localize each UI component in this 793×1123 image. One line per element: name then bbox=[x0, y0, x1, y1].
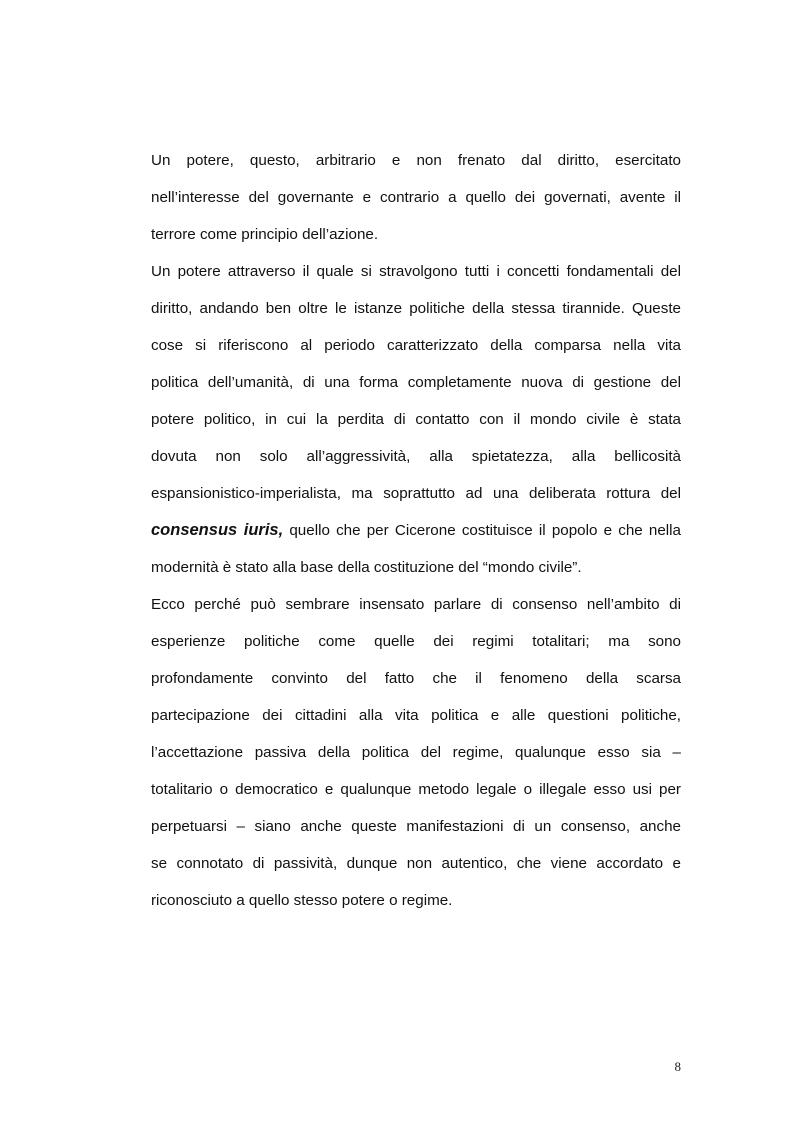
text-line: modernità è stato alla base della costituzione del “mondo civile”. bbox=[151, 559, 582, 576]
text-line: l’accettazione passiva della politica del regime, qualunque esso sia – bbox=[151, 744, 681, 761]
text-line: diritto, andando ben oltre le istanze politiche della stessa tirannide. Queste bbox=[151, 300, 681, 317]
text-line: politica dell’umanità, di una forma completamente nuova di gestione del bbox=[151, 374, 681, 391]
text-line: espansionistico-imperialista, ma soprattutto ad una deliberata rottura del bbox=[151, 485, 681, 502]
text-line: perpetuarsi – siano anche queste manifestazioni di un consenso, anche bbox=[151, 818, 681, 835]
page-number: 8 bbox=[674, 1059, 681, 1074]
text-line: profondamente convinto del fatto che il fenomeno della scarsa bbox=[151, 670, 681, 687]
text-line: Ecco perché può sembrare insensato parlare di consenso nell’ambito di bbox=[151, 596, 681, 613]
text-fragment: quello che per Cicerone costituisce il popolo e che nella bbox=[283, 522, 681, 539]
text-line: nell’interesse del governante e contrario a quello dei governati, avente il bbox=[151, 189, 681, 206]
text-line: potere politico, in cui la perdita di contatto con il mondo civile è stata bbox=[151, 411, 681, 428]
text-line: Un potere attraverso il quale si stravolgono tutti i concetti fondamentali del bbox=[151, 263, 681, 280]
text-line: dovuta non solo all’aggressività, alla spietatezza, alla bellicosità bbox=[151, 448, 681, 465]
emphasized-term: consensus iuris, bbox=[151, 521, 284, 539]
text-line: esperienze politiche come quelle dei regimi totalitari; ma sono bbox=[151, 633, 681, 650]
body-text bbox=[151, 142, 681, 919]
text-line: cose si riferiscono al periodo caratterizzato della comparsa nella vita bbox=[151, 337, 681, 354]
text-line: riconosciuto a quello stesso potere o regime. bbox=[151, 892, 453, 909]
text-line-emphasis bbox=[151, 512, 681, 549]
text-line: terrore come principio dell’azione. bbox=[151, 226, 379, 243]
text-line: partecipazione dei cittadini alla vita politica e alle questioni politiche, bbox=[151, 707, 681, 724]
text-line: Un potere, questo, arbitrario e non frenato dal diritto, esercitato bbox=[151, 152, 681, 169]
text-line: se connotato di passività, dunque non autentico, che viene accordato e bbox=[151, 855, 681, 872]
text-line: totalitario o democratico e qualunque metodo legale o illegale esso usi per bbox=[151, 781, 681, 798]
